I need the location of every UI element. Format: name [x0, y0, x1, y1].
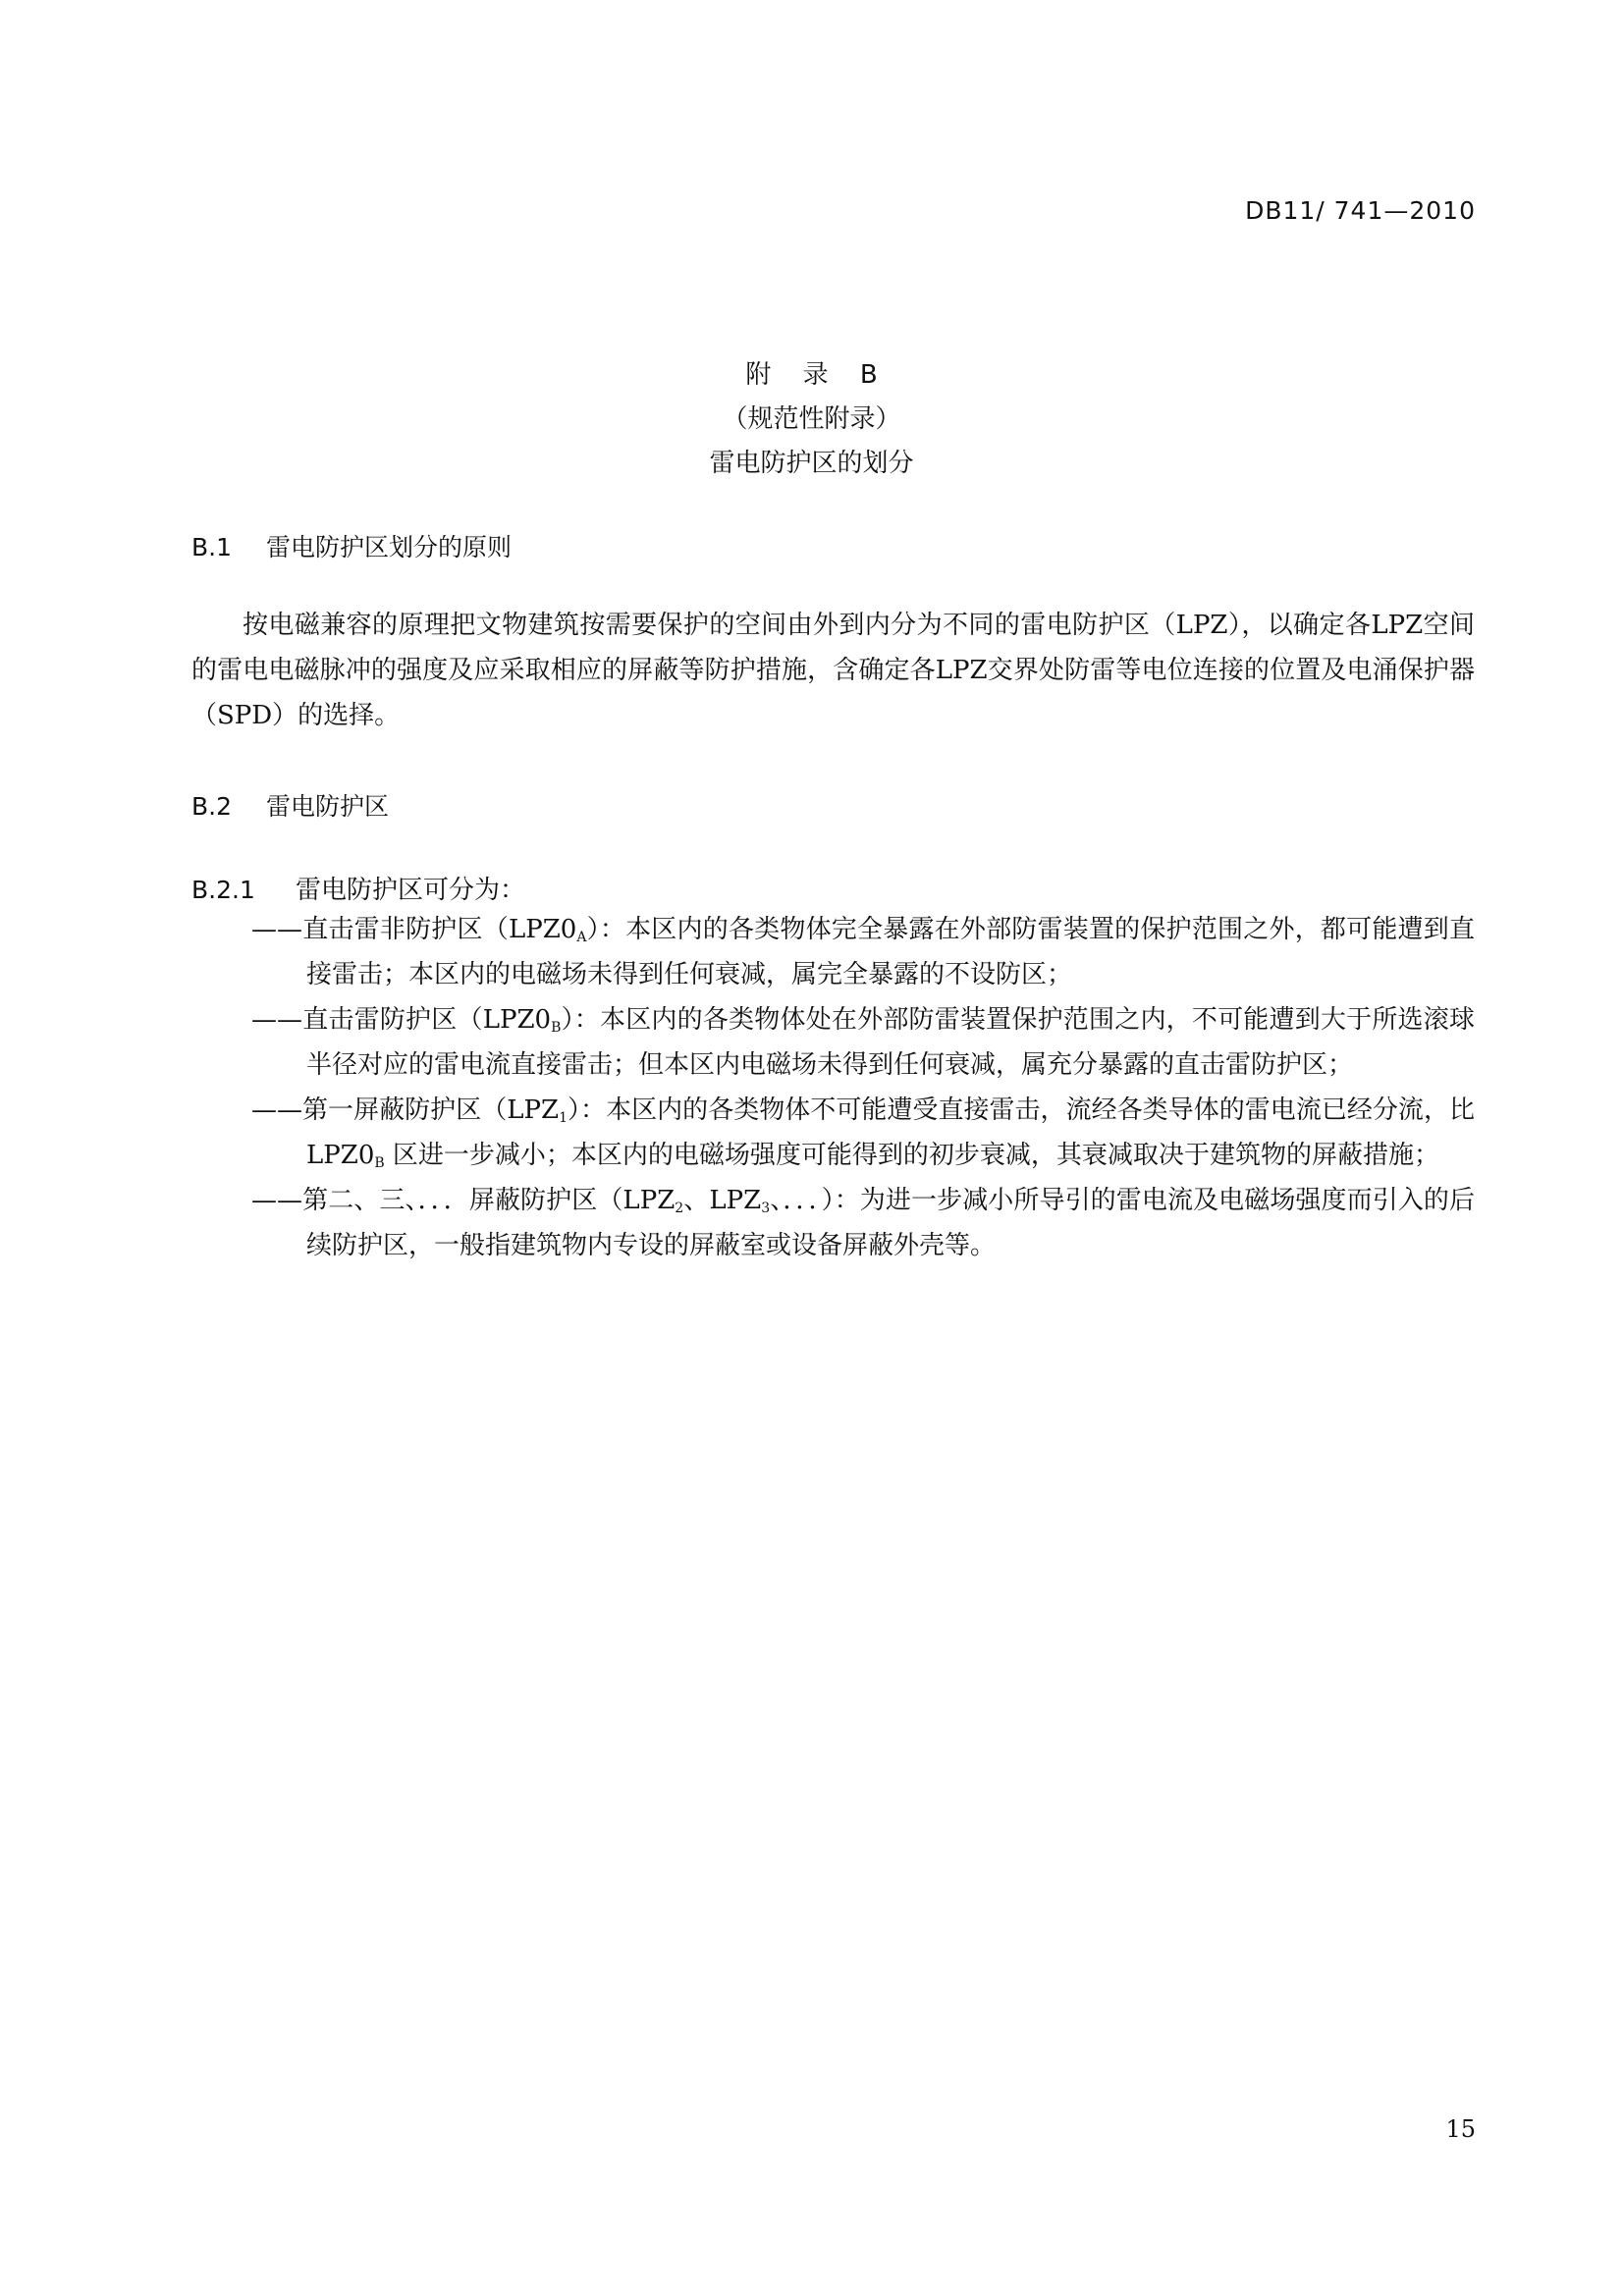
annex-type: （规范性附录） [722, 404, 901, 434]
section-b21-number: B.2.1 [191, 876, 255, 904]
annex-title-block [0, 353, 1623, 486]
section-b2-number: B.2 [191, 792, 233, 821]
section-b1-title: 雷电防护区划分的原则 [266, 533, 513, 561]
section-b1-number: B.1 [191, 533, 233, 561]
section-b2-title: 雷电防护区 [266, 792, 390, 821]
section-b21-intro: 雷电防护区可分为： [296, 876, 526, 905]
list-item: ——直击雷非防护区$(LPZ0_A)$：本区内的各类物体完全暴露在外部防雷装置的保护范围之外，都可能遭到直接雷击；本区内的电磁场未得到任何衰减，属完全暴露的不设防区； [251, 915, 1475, 989]
annex-label: 附 录 B [745, 360, 890, 390]
list-item: ——第二、三、．．．屏蔽防护区（$LPZ_2$、$LPZ_3$、．．．）：为进一步减小所导引的雷电流及电磁场强度而引入的后续防护区，一般指建筑物内专设的屏蔽室或设备屏蔽外壳等。 [251, 1186, 1476, 1260]
list-item: ——第一屏蔽防护区$(LPZ_1)$：本区内的各类物体不可能遭受直接雷击，流经各类导体的雷电流已经分流，比 $LPZ0_B$ 区进一步减小；本区内的电磁场强度可能得到的初步衰减，其衰减取决于建筑物的屏蔽措施； [251, 1095, 1475, 1171]
section-b2-heading [191, 787, 389, 823]
list-item: ——直击雷防护区$(LPZ0_B)$：本区内的各类物体处在外部防雷装置保护范围之内，不可能遭到大于所选滚球半径对应的雷电流直接雷击；但本区内电磁场未得到任何衰减，属充分暴露的直击雷防护区； [251, 1005, 1475, 1080]
annex-title: 雷电防护区的划分 [709, 449, 914, 478]
section-b1-heading [191, 528, 512, 563]
document-code: DB11/ 741—2010 [1245, 196, 1476, 225]
page-number: 15 [1445, 2115, 1476, 2143]
protection-zone-list [251, 907, 1475, 1268]
section-b1-paragraph: 按电磁兼容的原理把文物建筑按需要保护的空间由外到内分为不同的雷电防护区（LPZ），以确定各LPZ空间的雷电电磁脉冲的强度及应采取相应的屏蔽等防护措施，含确定各LPZ交界处防雷等电位连接的位置及电涌保护器（SPD）的选择。 [191, 611, 1475, 730]
section-b21-heading [191, 870, 525, 906]
